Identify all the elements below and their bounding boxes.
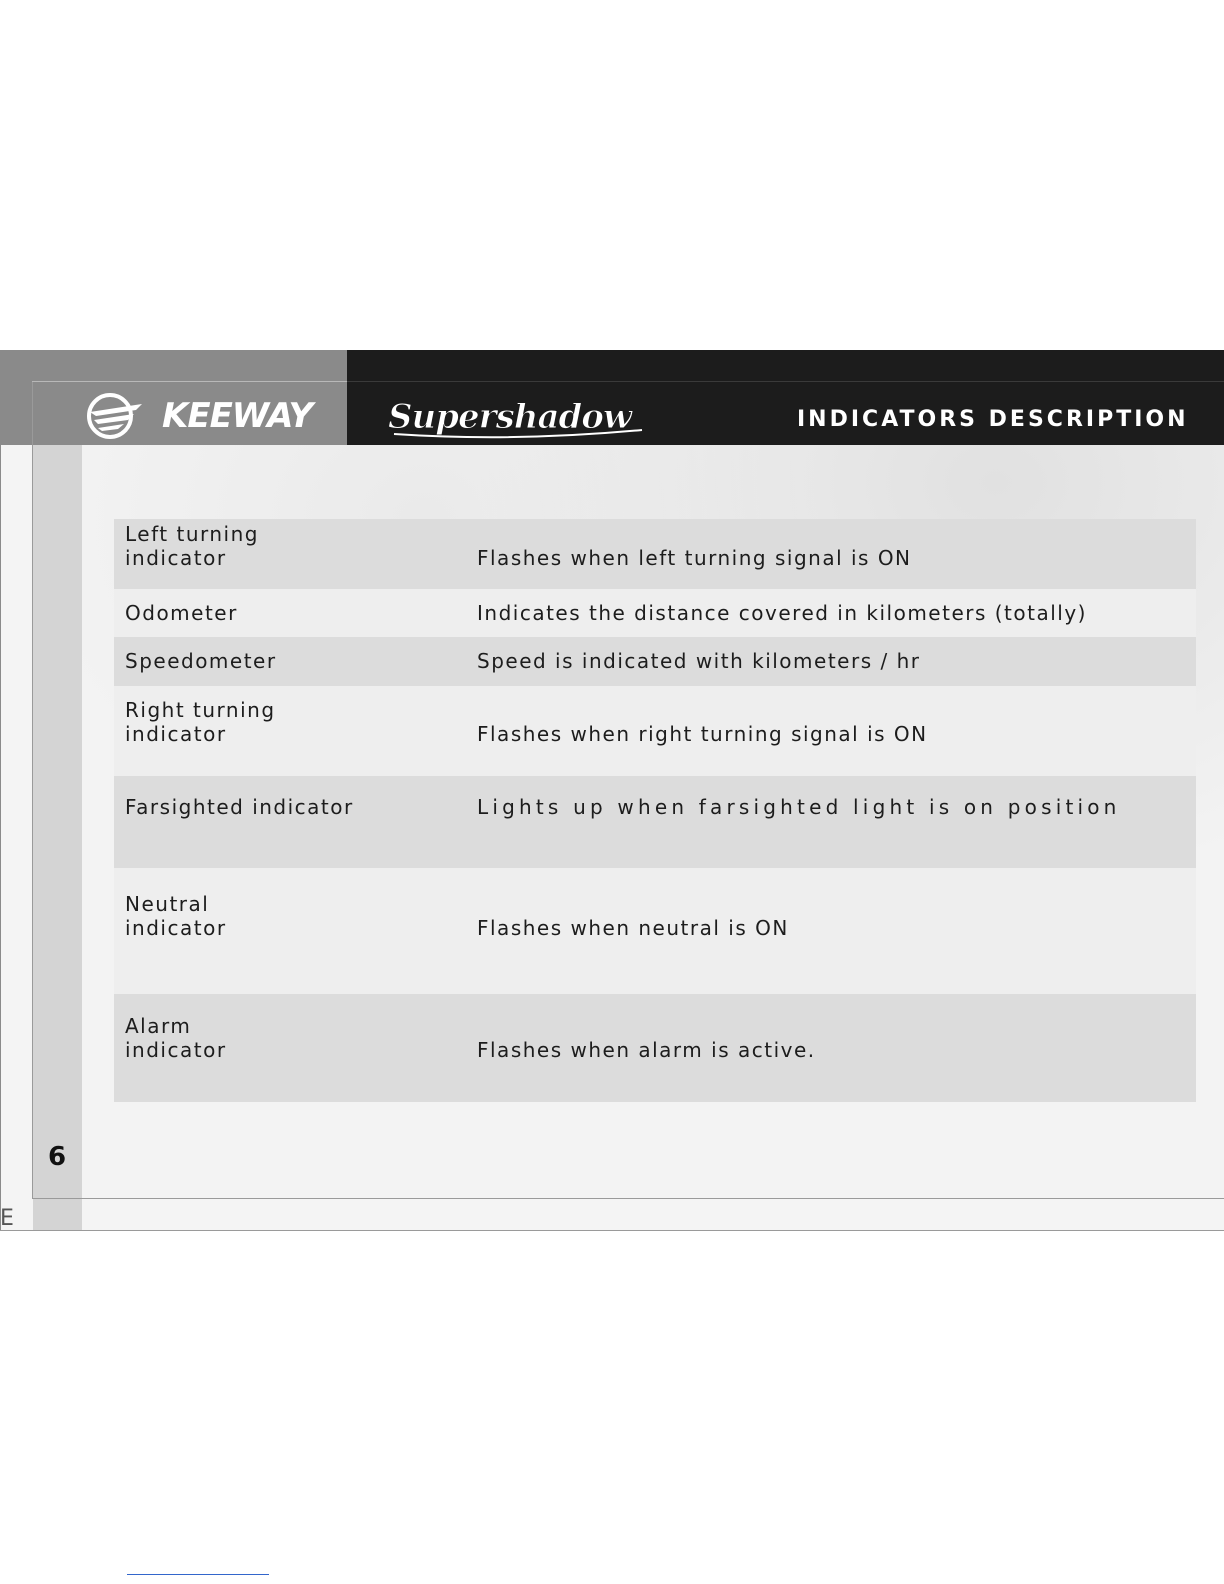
row-label-line: indicator	[125, 1038, 227, 1062]
language-side-letter: E	[0, 1206, 14, 1231]
page-number: 6	[48, 1142, 67, 1172]
table-row	[114, 686, 1196, 776]
footer-underline	[127, 1574, 269, 1575]
row-label	[125, 522, 259, 570]
row-label-line: indicator	[125, 916, 227, 940]
row-label: Odometer	[125, 601, 238, 625]
header-inner-rule	[347, 381, 1224, 382]
frame-rule-vertical	[32, 381, 33, 1199]
side-bar	[33, 445, 82, 1230]
row-description: Lights up when farsighted light is on position	[477, 795, 1121, 819]
table-row	[114, 868, 1196, 994]
table-row	[114, 776, 1196, 868]
row-description: Flashes when right turning signal is ON	[477, 722, 928, 746]
row-description: Indicates the distance covered in kilometers (totally)	[477, 601, 1087, 625]
table-row	[114, 519, 1196, 589]
row-label	[125, 1014, 227, 1062]
frame-rule-bottom	[32, 1198, 1224, 1199]
row-description: Flashes when neutral is ON	[477, 916, 789, 940]
table-row	[114, 589, 1196, 637]
row-description: Flashes when left turning signal is ON	[477, 546, 912, 570]
table-row	[114, 994, 1196, 1102]
section-title: INDICATORS DESCRIPTION	[797, 407, 1189, 432]
row-label	[125, 698, 276, 746]
row-label: Speedometer	[125, 649, 277, 673]
row-label: Farsighted indicator	[125, 795, 354, 819]
row-label-line: Alarm	[125, 1014, 192, 1038]
row-label-line: Neutral	[125, 892, 210, 916]
row-label-line: Right turning	[125, 698, 276, 722]
model-script-logo	[384, 392, 646, 444]
row-label-line: indicator	[125, 722, 227, 746]
row-label-line: indicator	[125, 546, 227, 570]
brand-logo	[84, 390, 312, 442]
frame-rule-top	[32, 381, 347, 382]
row-description: Flashes when alarm is active.	[477, 1038, 816, 1062]
model-script-text: Supershadow	[388, 397, 632, 437]
brand-wordmark: KEEWAY	[162, 396, 313, 436]
table-row	[114, 637, 1196, 686]
outer-left-rule	[0, 350, 1, 1230]
row-description: Speed is indicated with kilometers / hr	[477, 649, 921, 673]
wing-emblem-icon	[84, 390, 144, 442]
indicators-table	[114, 519, 1196, 1102]
row-label-line: Left turning	[125, 522, 259, 546]
page-bottom-rule	[0, 1230, 1224, 1231]
row-label	[125, 892, 227, 940]
